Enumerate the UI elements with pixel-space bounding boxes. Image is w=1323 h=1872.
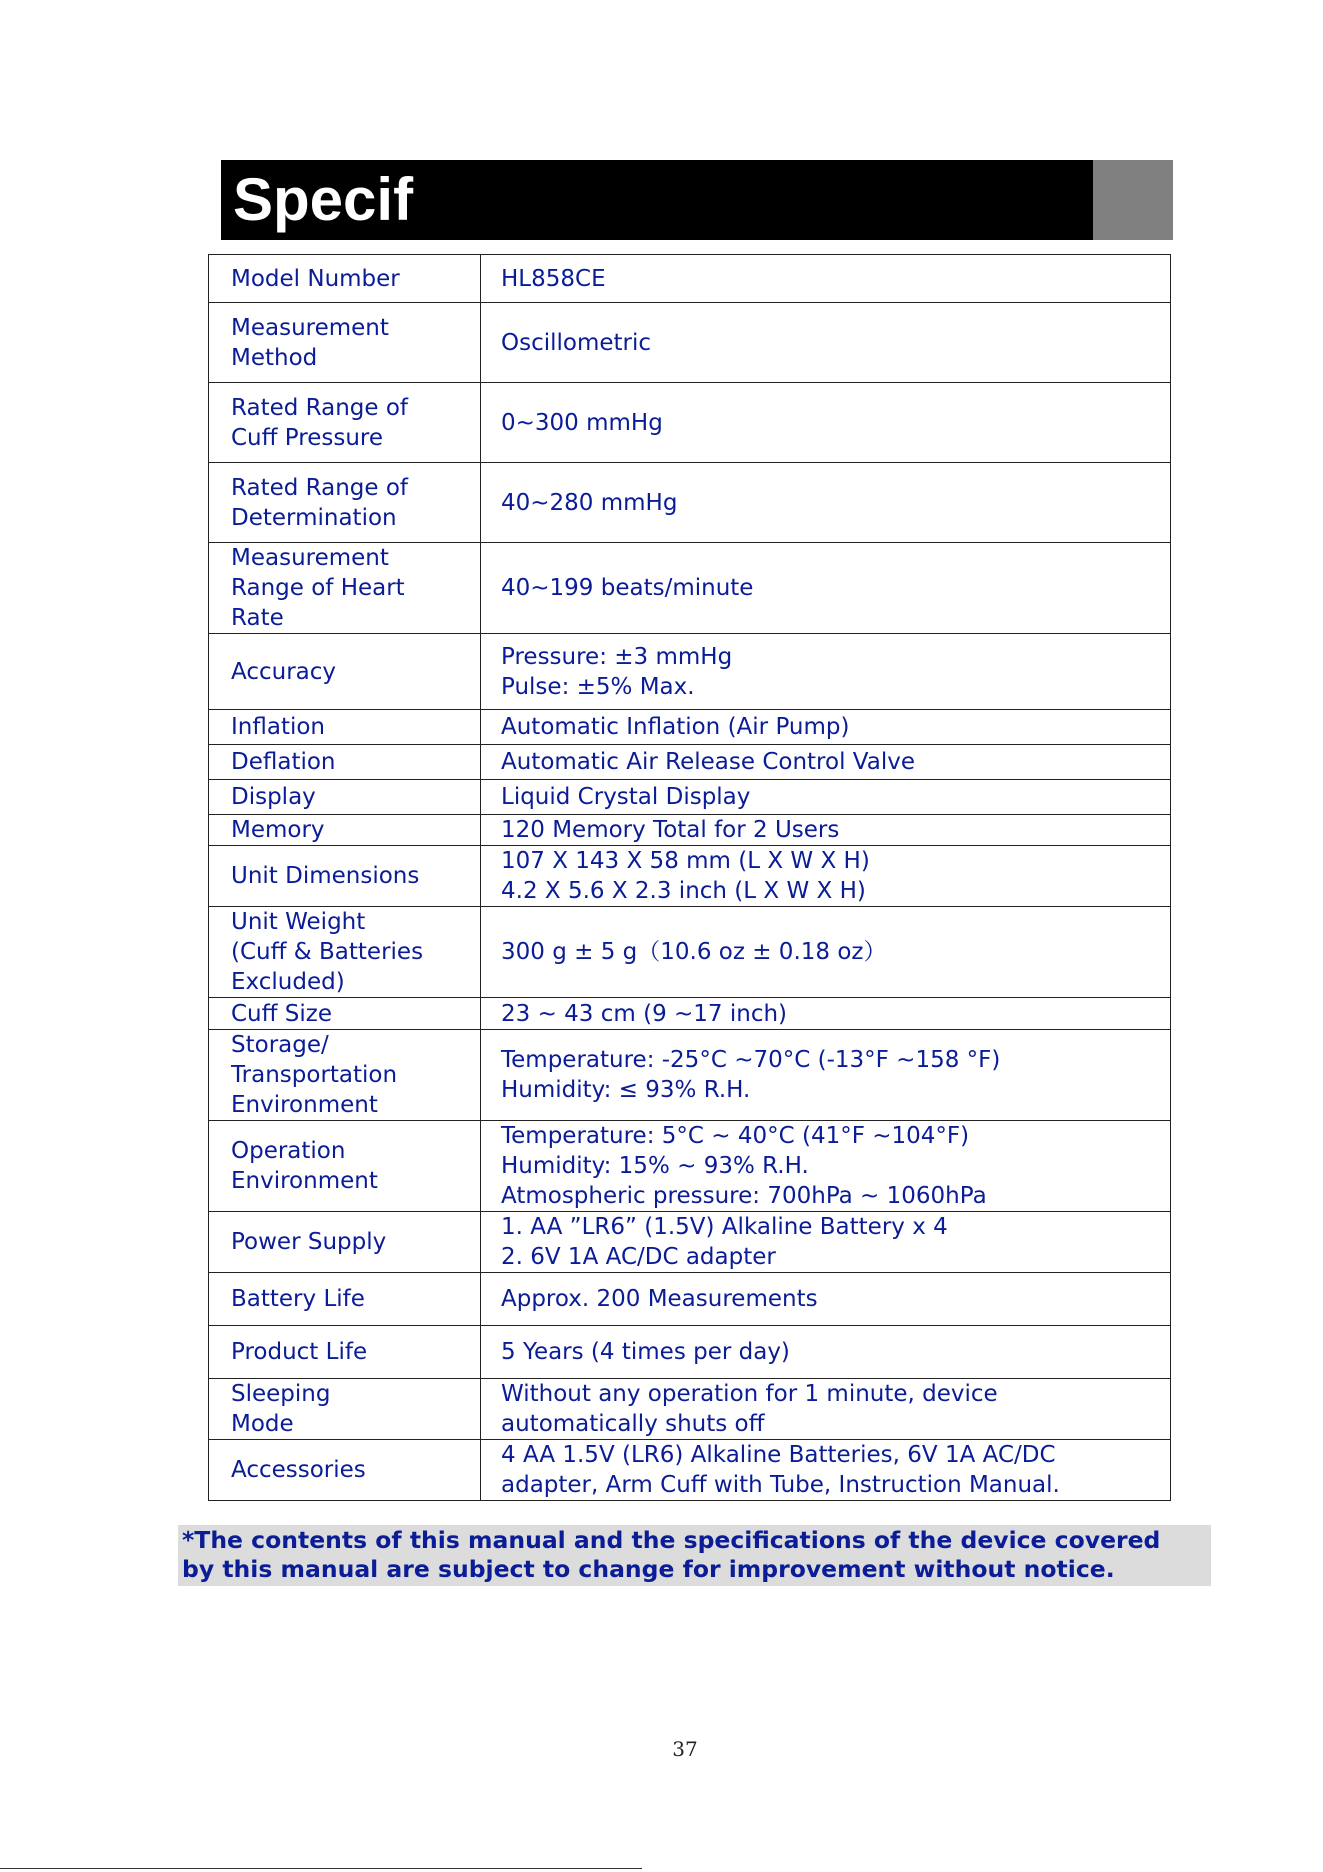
spec-label: Mode [231, 1411, 294, 1437]
spec-value: HL858CE [501, 265, 606, 292]
spec-value-cell [481, 303, 1171, 383]
spec-row [209, 745, 1171, 780]
spec-value-cell [481, 745, 1171, 780]
spec-label: Measurement [231, 314, 389, 341]
spec-value-cell [481, 1273, 1171, 1326]
spec-value: 40~280 mmHg [501, 489, 678, 516]
spec-value-cell [481, 1212, 1171, 1273]
spec-value: Humidity: ≤ 93% R.H. [501, 1077, 751, 1103]
spec-value: 107 X 143 X 58 mm (L X W X H) [501, 848, 870, 874]
spec-label: Power Supply [231, 1229, 387, 1255]
spec-row [209, 463, 1171, 543]
spec-row [209, 1440, 1171, 1501]
spec-value-cell [481, 780, 1171, 815]
spec-value-cell [481, 1440, 1171, 1501]
spec-value-cell [481, 1030, 1171, 1121]
spec-value: Atmospheric pressure: 700hPa ~ 1060hPa [501, 1183, 987, 1209]
disclaimer-line-1: *The contents of this manual and the specifications of the device covered [182, 1526, 1161, 1554]
disclaimer-line-2: by this manual are subject to change for improvement without notice. [182, 1555, 1115, 1583]
spec-value: Pulse: ±5% Max. [501, 673, 695, 700]
spec-value-cell [481, 710, 1171, 745]
spec-value: 1. AA ”LR6” (1.5V) Alkaline Battery x 4 [501, 1214, 948, 1240]
spec-value-cell [481, 543, 1171, 634]
spec-row [209, 543, 1171, 634]
spec-value: 2. 6V 1A AC/DC adapter [501, 1244, 776, 1270]
spec-label: Rated Range of [231, 474, 409, 501]
spec-value: 23 ~ 43 cm (9 ~17 inch) [501, 1000, 788, 1027]
spec-label: Operation [231, 1138, 346, 1164]
spec-row [209, 255, 1171, 303]
spec-value: Humidity: 15% ~ 93% R.H. [501, 1153, 809, 1179]
spec-row [209, 907, 1171, 998]
spec-value: Approx. 200 Measurements [501, 1286, 818, 1312]
spec-label: Memory [231, 817, 325, 843]
spec-label: Unit Weight [231, 909, 366, 935]
spec-value: 5 Years (4 times per day) [501, 1339, 790, 1365]
spec-label-cell [209, 1030, 481, 1121]
spec-row [209, 780, 1171, 815]
spec-label: Environment [231, 1168, 378, 1194]
spec-label-cell [209, 998, 481, 1030]
spec-value-cell [481, 634, 1171, 710]
spec-value: 120 Memory Total for 2 Users [501, 817, 840, 843]
spec-value-cell [481, 846, 1171, 907]
spec-row [209, 303, 1171, 383]
spec-value: 0~300 mmHg [501, 409, 663, 436]
spec-row [209, 1030, 1171, 1121]
spec-row [209, 1212, 1171, 1273]
spec-label-cell [209, 634, 481, 710]
spec-label-cell [209, 463, 481, 543]
spec-value: Liquid Crystal Display [501, 784, 751, 810]
spec-value: 4 AA 1.5V (LR6) Alkaline Batteries, 6V 1A AC/DC [501, 1442, 1056, 1468]
spec-label: Rated Range of [231, 394, 409, 421]
spec-row [209, 383, 1171, 463]
spec-label-cell [209, 303, 481, 383]
spec-label-cell [209, 543, 481, 634]
spec-label: Inflation [231, 714, 325, 740]
spec-value-cell [481, 998, 1171, 1030]
spec-row [209, 1273, 1171, 1326]
spec-label: Determination [231, 504, 397, 531]
section-title-bar [221, 160, 1173, 240]
spec-label-cell [209, 383, 481, 463]
spec-label: Battery Life [231, 1286, 365, 1312]
title-bar-tab [1093, 160, 1173, 240]
spec-label-cell [209, 815, 481, 846]
spec-label-cell [209, 255, 481, 303]
spec-value: automatically shuts off [501, 1411, 765, 1437]
spec-label: Unit Dimensions [231, 863, 420, 889]
spec-row [209, 634, 1171, 710]
spec-row [209, 1121, 1171, 1212]
spec-label: Storage/ [231, 1032, 329, 1058]
spec-value: 4.2 X 5.6 X 2.3 inch (L X W X H) [501, 878, 866, 904]
spec-label: Deflation [231, 749, 336, 775]
spec-label-cell [209, 1379, 481, 1440]
spec-row [209, 1379, 1171, 1440]
spec-value-cell [481, 463, 1171, 543]
spec-value: Automatic Inflation (Air Pump) [501, 714, 850, 740]
spec-label: Measurement [231, 545, 389, 571]
spec-label-cell [209, 780, 481, 815]
spec-label: Range of Heart [231, 575, 405, 601]
spec-label-cell [209, 710, 481, 745]
spec-label: Method [231, 344, 318, 371]
spec-label: Cuff Size [231, 1000, 333, 1027]
section-title: Specif [233, 166, 414, 233]
spec-value: Pressure: ±3 mmHg [501, 643, 733, 670]
spec-label: Product Life [231, 1339, 368, 1365]
spec-label-cell [209, 1326, 481, 1379]
spec-label: Environment [231, 1092, 378, 1118]
spec-value: Automatic Air Release Control Valve [501, 749, 915, 775]
spec-row [209, 815, 1171, 846]
spec-value-cell [481, 1379, 1171, 1440]
spec-value: Temperature: -25°C ~70°C (-13°F ~158 °F) [501, 1047, 1001, 1073]
spec-label: Accessories [231, 1457, 366, 1483]
spec-value-cell [481, 1121, 1171, 1212]
spec-value-cell [481, 815, 1171, 846]
spec-label-cell [209, 1440, 481, 1501]
spec-value: 300 g ± 5 g（10.6 oz ± 0.18 oz） [501, 939, 887, 965]
spec-label: (Cuff & Batteries [231, 939, 424, 965]
spec-value: adapter, Arm Cuff with Tube, Instruction Manual. [501, 1472, 1060, 1498]
spec-value-cell [481, 907, 1171, 998]
spec-label: Model Number [231, 265, 400, 292]
footer-rule [0, 1868, 642, 1869]
spec-label: Excluded) [231, 969, 345, 995]
spec-label: Display [231, 784, 316, 810]
spec-label: Sleeping [231, 1381, 331, 1407]
spec-value: Temperature: 5°C ~ 40°C (41°F ~104°F) [501, 1123, 970, 1149]
spec-label: Transportation [231, 1062, 398, 1088]
spec-row [209, 1326, 1171, 1379]
spec-value-cell [481, 1326, 1171, 1379]
disclaimer-note [178, 1525, 1211, 1586]
specification-table [208, 254, 1171, 1501]
spec-label-cell [209, 846, 481, 907]
spec-value: 40~199 beats/minute [501, 575, 754, 601]
spec-row [209, 846, 1171, 907]
spec-row [209, 710, 1171, 745]
spec-label-cell [209, 745, 481, 780]
page-number: 37 [672, 1737, 698, 1761]
spec-label-cell [209, 1273, 481, 1326]
spec-label-cell [209, 1121, 481, 1212]
spec-label: Cuff Pressure [231, 424, 384, 451]
spec-label: Rate [231, 605, 284, 631]
spec-value-cell [481, 255, 1171, 303]
spec-row [209, 998, 1171, 1030]
spec-label-cell [209, 1212, 481, 1273]
spec-value-cell [481, 383, 1171, 463]
spec-value: Without any operation for 1 minute, device [501, 1381, 998, 1407]
spec-value: Oscillometric [501, 329, 652, 356]
spec-label: Accuracy [231, 658, 337, 685]
spec-label-cell [209, 907, 481, 998]
